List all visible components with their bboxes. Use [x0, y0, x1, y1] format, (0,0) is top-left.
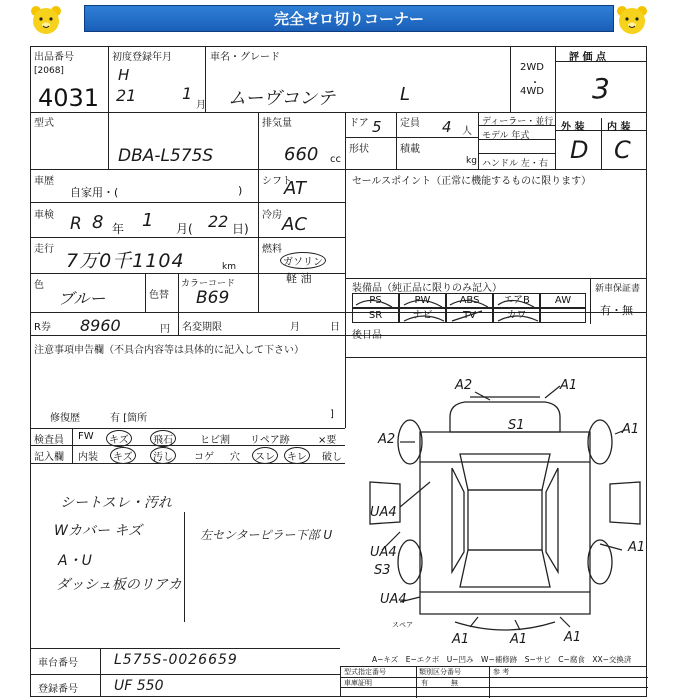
equip-sr: SR — [352, 308, 399, 323]
mark-bumper-right: A1 — [564, 630, 582, 645]
capacity-value: 4 — [442, 118, 452, 136]
equip-pw: PW — [399, 293, 446, 308]
divider — [478, 112, 479, 169]
divider — [30, 169, 647, 170]
legend: A−キズ E−エクボ U−凹み W−補修跡 S−サビ C−腐食 XX−交換済 — [372, 655, 632, 664]
shift-label: シフト — [262, 176, 292, 187]
divider — [601, 118, 602, 169]
inspection-label: 車検 — [34, 210, 54, 221]
remark-line-3: A・U — [58, 553, 92, 569]
equip-airbag: エアB — [493, 293, 540, 308]
footer-f: 無 — [451, 679, 458, 687]
equipment-grid — [352, 293, 586, 323]
category-value: 自家用・( — [70, 186, 119, 199]
mark-bumper-left: A1 — [452, 632, 470, 647]
mark-rear-right: A1 — [628, 540, 646, 555]
mileage-value: 7万0千1104 — [66, 250, 185, 272]
footer-box — [340, 666, 647, 697]
divider — [341, 687, 648, 688]
divider — [478, 153, 555, 154]
equipment-check-strokes — [352, 293, 586, 323]
divider — [184, 512, 185, 622]
model-label: 型式 — [34, 118, 54, 129]
notes-label: 注意事項申告欄（不具合内容等は具体的に記入して下さい） — [34, 345, 304, 356]
divider — [258, 169, 259, 312]
insp-int-scratch: キズ — [110, 447, 136, 464]
interior-value: C — [614, 136, 631, 164]
divider — [30, 237, 345, 238]
doors-value: 5 — [372, 118, 382, 136]
banner — [0, 0, 700, 40]
equip-aw: AW — [540, 293, 586, 308]
score-header — [555, 46, 647, 62]
divider — [30, 335, 647, 336]
color-label: 色 — [34, 280, 44, 291]
exterior-label: 外 装 — [561, 122, 585, 133]
warranty-value: 有・無 — [600, 304, 633, 317]
capacity-label: 定員 — [400, 118, 420, 129]
fuel-label: 燃料 — [262, 244, 282, 255]
category-label: 車歴 — [34, 176, 54, 187]
drive-4wd: 4WD — [520, 86, 544, 97]
divider — [489, 667, 490, 698]
drive-2wd: 2WD — [520, 62, 544, 73]
car-label: 車名・グレード — [210, 52, 280, 63]
inspector-label: 検査員 — [34, 435, 64, 446]
lot-code: [2068] — [34, 66, 64, 76]
mileage-label: 走行 — [34, 244, 54, 255]
footer-b: 類別区分番号 — [419, 668, 461, 676]
model-value: DBA-L575S — [118, 146, 214, 166]
sales-point-label: セールスポイント（正常に機能するものに限ります） — [352, 176, 592, 187]
divider — [590, 278, 591, 324]
reg-era: H — [118, 66, 130, 84]
divider — [178, 312, 179, 335]
equip-tv: TV — [446, 308, 493, 323]
insp-int-tear: 破し — [322, 452, 342, 463]
divider — [30, 648, 340, 649]
remark-line-1: シートスレ・汚れ — [60, 495, 172, 511]
remark-line-4: ダッシュ板のリアカ — [56, 577, 182, 593]
recycle-unit: 円 — [160, 324, 170, 335]
divider — [396, 112, 397, 169]
inspection-month: 1 — [142, 210, 154, 231]
handle-label: ハンドル 左・右 — [482, 159, 548, 169]
insp-int-dirt: 汚し — [150, 447, 176, 464]
doors-label: ドア — [349, 118, 369, 129]
divider — [100, 648, 101, 697]
footer-e: 有 — [421, 679, 428, 687]
dealer-label: ディーラー・並行 — [482, 117, 554, 127]
mark-bonnet: S1 — [508, 418, 525, 433]
inspection-year: 8 — [92, 212, 104, 233]
load-label: 積載 — [400, 144, 420, 155]
chassis-label: 車台番号 — [38, 658, 78, 669]
inspection-day-unit: 日) — [232, 222, 249, 236]
displacement-unit: cc — [330, 154, 341, 165]
insp-int-burn: コゲ — [194, 452, 214, 463]
color-change-label: 色替 — [149, 290, 169, 301]
equip-ps: PS — [352, 293, 399, 308]
insp-replace: ×要 — [318, 435, 337, 446]
insp-fw: FW — [78, 431, 94, 442]
chassis-value: L575S-0026659 — [114, 652, 238, 668]
bear-mascot-icon — [28, 3, 64, 37]
divider — [345, 137, 478, 138]
name-change-month: 月 — [290, 322, 300, 333]
car-grade: L — [400, 84, 411, 105]
name-change-label: 名変期限 — [182, 322, 222, 333]
warranty-label: 新車保証書 — [595, 284, 641, 294]
color-code-label: カラーコード — [181, 279, 236, 289]
inspection-month-unit: 月( — [176, 222, 193, 236]
mark-quarter-left: UA4 — [380, 592, 407, 607]
insp-stone: 飛石 — [150, 430, 176, 447]
banner-title: 完全ゼロ切りコーナー — [84, 5, 614, 32]
score-value: 3 — [592, 72, 610, 105]
insp-int-cut: キレ — [284, 447, 310, 464]
divider — [341, 677, 648, 678]
equip-abs: ABS — [446, 293, 493, 308]
shift-value: AT — [284, 178, 306, 199]
mileage-unit: km — [222, 262, 236, 272]
equipment-label: 装備品（純正品に限りのみ記入） — [352, 283, 502, 294]
fuel-gas: ガソリン — [280, 252, 326, 269]
divider — [145, 273, 146, 312]
divider — [30, 445, 345, 446]
reg-month: 1 — [182, 84, 193, 103]
footer-d: 参 考 — [493, 668, 510, 676]
repair-label: 修復歴 — [50, 413, 80, 424]
insp-interior: 内装 — [78, 452, 98, 463]
mark-fender-right: A1 — [622, 422, 640, 437]
repair-close: ] — [330, 409, 334, 420]
recycle-value: 8960 — [80, 316, 121, 335]
capacity-unit: 人 — [462, 126, 472, 137]
reg-year-label: 初度登録年月 — [112, 52, 172, 63]
reg-year: 21 — [116, 86, 137, 105]
interior-label: 内 装 — [607, 122, 631, 133]
divider — [30, 202, 345, 203]
aircon-label: 冷房 — [262, 210, 282, 221]
car-name: ムーヴコンテ — [228, 88, 336, 109]
repair-value: 有 [箇所 — [110, 413, 148, 424]
equip-leather: カワ — [493, 308, 540, 323]
category-close: ) — [238, 184, 243, 197]
rear-seat-label: 後日品 — [352, 330, 382, 341]
divider — [72, 428, 73, 463]
score-label: 評 価 点 — [569, 52, 606, 63]
registration-value: UF 550 — [114, 678, 164, 694]
divider — [416, 667, 417, 698]
divider — [345, 357, 647, 358]
equip-navi: ナビ — [399, 308, 446, 323]
displacement-label: 排気量 — [262, 118, 292, 129]
divider — [510, 46, 511, 112]
insp-scratch: キズ — [106, 430, 132, 447]
divider — [108, 46, 109, 169]
mark-front-right: A1 — [560, 378, 578, 393]
divider — [555, 46, 556, 170]
mark-door-left: UA4 — [370, 505, 397, 520]
spare-label: スペア — [392, 621, 413, 629]
load-unit: kg — [466, 156, 477, 166]
remark-line-5: 左センターピラー下部 U — [200, 528, 333, 542]
insp-crack: ヒビ割 — [200, 435, 230, 446]
mark-rocker-left: UA4 — [370, 545, 397, 560]
footer-c: 車庫証明 — [344, 679, 372, 687]
divider — [30, 428, 345, 429]
inspection-year-unit: 年 — [112, 222, 125, 236]
registration-label: 登録番号 — [38, 684, 78, 695]
divider — [30, 674, 340, 675]
color-code: B69 — [196, 288, 230, 308]
model-year-label: モデル 年式 — [482, 131, 530, 141]
divider — [345, 112, 346, 322]
mark-front-left: A2 — [455, 378, 473, 393]
divider — [178, 273, 179, 312]
drive-sep: ・ — [530, 78, 540, 89]
name-change-day: 日 — [330, 322, 340, 333]
mark-bumper-center: A1 — [510, 632, 528, 647]
mark-rear-left: S3 — [374, 563, 391, 578]
remark-line-2: Wカバー キズ — [54, 523, 143, 539]
insp-int-scuff: スレ — [252, 447, 278, 464]
fuel-diesel: 軽 油 — [286, 272, 312, 285]
insp-int-hole: 穴 — [230, 452, 240, 463]
shape-label: 形状 — [349, 144, 369, 155]
footer-a: 型式指定番号 — [344, 668, 386, 676]
color-value: ブルー — [58, 289, 106, 308]
lot-label: 出品番号 — [34, 52, 74, 63]
lot-number: 4031 — [38, 84, 100, 112]
displacement-value: 660 — [284, 144, 319, 165]
insp-repair: リペア跡 — [250, 435, 290, 446]
divider — [345, 312, 346, 428]
inspection-era: R — [70, 214, 82, 234]
exterior-value: D — [570, 136, 589, 164]
bear-mascot-icon — [614, 3, 650, 37]
aircon-value: AC — [282, 214, 307, 235]
inspection-day: 22 — [208, 212, 229, 231]
mark-fender-left: A2 — [378, 432, 396, 447]
entry-label: 記入欄 — [34, 452, 64, 463]
reg-month-unit: 月 — [196, 100, 206, 111]
recycle-label: R券 — [34, 322, 51, 333]
